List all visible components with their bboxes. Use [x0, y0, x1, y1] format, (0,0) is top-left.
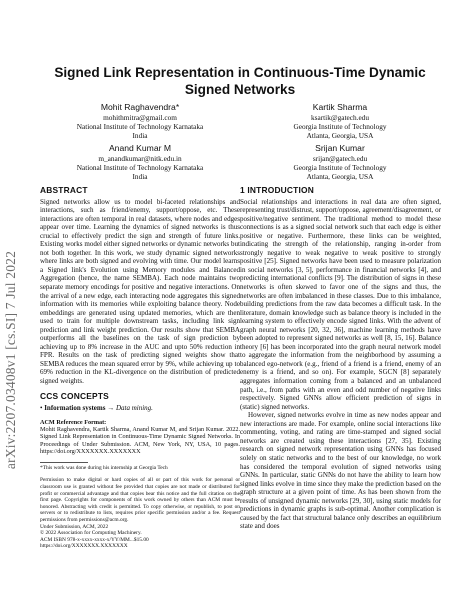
ccs-item: Information systems	[44, 404, 106, 413]
ccs-arrow: →	[105, 404, 116, 413]
left-column	[40, 186, 240, 550]
permission-block	[40, 477, 240, 550]
footnote-divider	[40, 462, 88, 463]
doi-link[interactable]: https://doi.org/XXXXXXX.XXXXXXX	[40, 543, 128, 550]
author-email: m_anandkumar@nitk.edu.in	[98, 154, 182, 163]
ccs-subitem: Data mining.	[115, 404, 153, 413]
isbn-line: ACM ISBN 978-x-xxxx-xxxx-x/YY/MM...$15.00	[40, 536, 149, 543]
author-name: Anand Kumar M	[108, 143, 172, 153]
author-affiliation: National Institute of Technology Karnataka	[76, 163, 204, 172]
ccs-concepts	[40, 404, 240, 413]
author-location: Atlanta, Georgia, USA	[306, 131, 374, 140]
intro-paragraph-1: Social relationships and interactions in real data are often signed, representing trust/distrust, support/oppose, agreement/disagreement, or positive/negative sentiment. The traditional method to model these connections is as a signed social network such that each edge is either positive or negative. Furthermore, these links can be weighted, indicating the strength of the relationship, ranging in-order from strongly negative to weak negative to weak positive to strongly positive [25]. Signed networks have been used to measure polarization in social networks [3, 5], performance in financial networks [4], and predicting international conflicts [9]. The distribution of signs in these networks is often skewed to favor one of the signs and thus, the networks are often imbalanced in these classes. Due to this imbalance, building predictions from the raw data becomes a difficult task. In the literature, domain knowledge such as balance theory is included in the learning system to effectively encode signed links. With the advent of graph neural networks [20, 32, 36], machine learning methods have been adopted to represent signed networks as well [8, 15, 16]. Balance theory [6] has been incorporated into the graph neural network model to aggregate the information from the neighborhood by assuming a balanced ego-network (e.g., friend of a friend is a friend, enemy of an enemy is a friend, and so on). For example, SGCN [8] separately aggregates information coming from a balanced and an unbalanced path, i.e., from paths with an even and odd number of negative links respectively. Signed GNNs allow efficient prediction of signs in (static) signed networks.	[240, 197, 441, 411]
ccs-heading: CCS CONCEPTS	[40, 390, 109, 401]
arxiv-stamp-text: arXiv:2207.03408v1 [cs.SI] 7 Jul 2022	[3, 250, 18, 470]
author-2	[240, 102, 440, 140]
paper-title	[40, 64, 440, 98]
author-name: Srijan Kumar	[315, 143, 365, 153]
paper-title-line-2: Signed Networks	[184, 82, 296, 97]
arxiv-stamp	[2, 150, 20, 570]
author-1	[40, 102, 240, 140]
author-email: mohithmitra@gmail.com	[103, 113, 177, 122]
author-email: ksartik@gatech.edu	[311, 113, 369, 122]
paper-title-line-1: Signed Link Representation in Continuous-Time Dynamic	[54, 65, 426, 80]
author-affiliation: Georgia Institute of Technology	[293, 122, 387, 131]
intro-paragraph-2: However, signed networks evolve in time as new nodes appear and new interactions are made. For example, online social interactions like commenting, voting, and rating are time-stamped and signed social networks are created using these interactions [27, 35]. Existing research on signed network representation using GNNs has focused solely on static networks and to the best of our knowledge, no work has considered the temporal evolution of signed networks using GNNs. In particular, static GNNs do not have the ability to learn how signed links evolve in time since they make the prediction based on the graph structure at a given point of time. As has been shown from the results of unsigned dynamic networks [29, 30], using static models for predictions in dynamic graphs is sub-optimal. Another complication is caused by the fact that structural balance only describes an equilibrium state and does	[240, 411, 441, 531]
abstract-heading: ABSTRACT	[40, 185, 88, 195]
author-affiliation: National Institute of Technology Karnataka	[76, 122, 204, 131]
venue-line: Under Submission, ACM, 2022	[40, 523, 109, 530]
acm-reference-format	[40, 419, 240, 455]
author-affiliation: Georgia Institute of Technology	[293, 163, 387, 172]
author-email: srijan@gatech.edu	[312, 154, 368, 163]
footnote: *This work was done during his internship at Georgia Tech	[40, 465, 168, 472]
author-location: India	[132, 172, 148, 181]
author-name: Mohit Raghavendra*	[100, 102, 180, 112]
permission-text: Permission to make digital or hard copies of all or part of this work for personal or classroom use is granted without fee provided that copies are not made or distributed for profit or commercial advantage and that copies bear this notice and the full citation on the first page. Copyrights for components of this work owned by others than ACM must be honored. Abstracting with credit is permitted. To copy otherwise, or republish, to post on servers or to redistribute to lists, requires prior specific permission and/or a fee. Request permissions from permissions@acm.org.	[40, 477, 240, 524]
introduction-heading: 1 INTRODUCTION	[240, 185, 314, 195]
author-4	[240, 143, 440, 181]
author-location: Atlanta, Georgia, USA	[306, 172, 374, 181]
acm-reference-text: Mohit Raghavendra, Kartik Sharma, Anand Kumar M, and Srijan Kumar. 2022. Signed Link Representation in Continuous-Time Dynamic Signed Networks. In Proceedings of Under Submission. ACM, New York, NY, USA, 10 pages. https://doi.org/XXXXXXX.XXXXXXX	[40, 425, 240, 455]
author-name: Kartik Sharma	[312, 102, 368, 112]
right-column	[240, 186, 441, 531]
author-location: India	[132, 131, 148, 140]
author-3	[40, 143, 240, 181]
copyright-line: © 2022 Association for Computing Machinery.	[40, 530, 142, 537]
abstract-text: Signed networks allow us to model bi-faceted relationships and interactions, such as friend/enemy, support/oppose, etc. These interactions are often temporal in real datasets, where nodes and edges appear over time. Learning the dynamics of signed networks is thus crucial to effectively predict the sign and strength of future links. Existing works model either signed networks or dynamic networks but not both together. In this work, we study dynamic signed networks where links are both signed and evolving with time. Our model learns a Signed link's Evolution using Memory modules and Balanced Aggregation (hence, the name SEMBA). Each node maintains two separate memory encodings for positive and negative interactions. On the arrival of a new edge, each interacting node aggregates this signed information with its memories while exploiting balance theory. Node embeddings are generated using updated memories, which are then used to train for multiple downstream tasks, including link sign prediction and link weight prediction. Our results show that SEMBA outperforms all the baselines on the task of sign prediction by achieving up to 8% increase in the AUC and upto 50% reduction in FPR. Results on the task of predicting signed weights show that SEMBA reduces the mean squared error by 9%, while achieving up to 69% reduction in the KL-divergence on the distribution of predicted signed weights.	[40, 197, 240, 386]
acm-reference-heading: ACM Reference Format:	[40, 418, 107, 426]
ccs-bullet: •	[40, 404, 43, 413]
